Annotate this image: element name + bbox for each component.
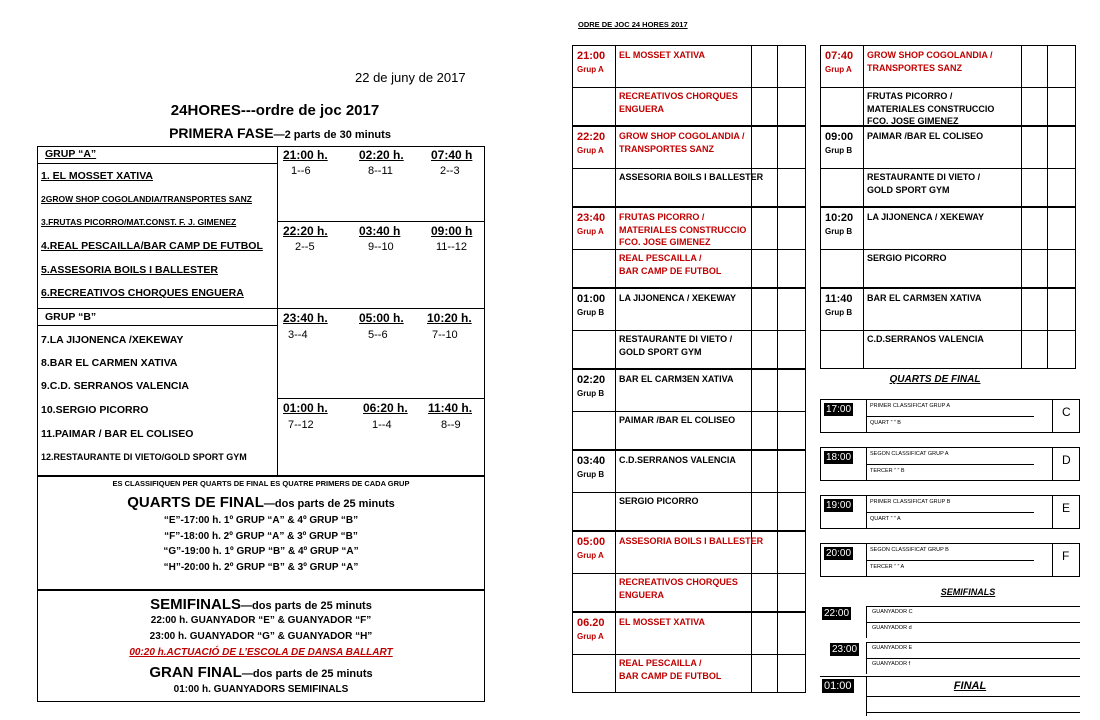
final-title: GRAN FINAL (149, 664, 242, 681)
slot-group: Grup B (825, 227, 853, 236)
slot-group: Grup B (577, 470, 605, 479)
slot-time-divider (615, 46, 616, 125)
slot-team-1-line: MATERIALES CONSTRUCCIO (619, 224, 747, 235)
match-b1-2: 5--6 (368, 329, 388, 341)
score-column-divider (777, 289, 778, 368)
semi-rule (866, 622, 1080, 623)
slot-time-divider (615, 613, 616, 692)
slot-team-2-line: ENGUERA (619, 589, 665, 600)
quarter-team-1: SEGON CLASSIFICAT GRUP A (870, 451, 949, 457)
slot-time-divider (615, 451, 616, 530)
quarter-rule (866, 464, 1034, 465)
group-b-label-rule (37, 325, 277, 326)
slot-team-1-line: TRANSPORTES SANZ (619, 143, 715, 154)
final-rule-bottom (866, 712, 1080, 713)
semi-divider (866, 642, 867, 674)
time-a2-2: 03:40 h (359, 224, 401, 238)
slot-team-1-line: LA JIJONENCA / XEKEWAY (867, 212, 985, 222)
slot-time-divider (863, 289, 864, 368)
slot-team-2-line: FRUTAS PICORRO / (867, 91, 953, 101)
score-column-divider (1021, 289, 1022, 368)
slot-team-2-line: GOLD SPORT GYM (619, 346, 702, 357)
slot-team-2-line: RECREATIVOS CHORQUES (619, 577, 738, 587)
quarter-team-2: QUART ” ” B (870, 420, 901, 426)
quarter-rule (866, 416, 1034, 417)
quarter-divider (1052, 543, 1053, 577)
quarter-line-e: “E”-17:00 h. 1º GRUP “A” & 4º GRUP “B” (163, 515, 359, 526)
slot-time-divider (615, 370, 616, 449)
slot-time-divider (863, 127, 864, 206)
slot-team-2-line: REAL PESCAILLA / (619, 253, 702, 263)
slot-team-1-line: BAR EL CARM3EN XATIVA (867, 293, 982, 303)
time-a2-1: 22:20 h. (283, 224, 328, 238)
semi-line-1: 22:00 h. GUANYADOR “E” & GUANYADOR “F” (150, 615, 372, 626)
quarter-letter: E (1062, 501, 1071, 515)
time-b2-1: 01:00 h. (283, 401, 328, 415)
match-slot (572, 369, 806, 450)
slot-time-divider (615, 289, 616, 368)
slot-time: 02:20 (577, 374, 606, 386)
time-a1-2: 02:20 h. (359, 148, 404, 162)
match-b1-3: 7--10 (432, 329, 458, 341)
slot-time: 07:40 (825, 50, 854, 62)
slot-team-1-line: GROW SHOP COGOLANDIA / (619, 131, 745, 141)
slot-time: 22:20 (577, 131, 606, 143)
slot-time: 05:00 (577, 536, 606, 548)
block-separator-a (277, 221, 485, 222)
slot-mid-rule (821, 87, 1075, 88)
slot-team-2-line: MATERIALES CONSTRUCCIO (867, 103, 995, 114)
semis-title: SEMIFINALS (150, 596, 242, 613)
quarters-title: QUARTS DE FINAL (127, 494, 264, 511)
slot-team-2-line: ASSESORIA BOILS I BALLESTER (619, 172, 764, 182)
block-separator-b (277, 398, 485, 399)
quarter-team-2: TERCER ” ” B (870, 468, 905, 474)
match-b1-1: 3--4 (288, 329, 308, 341)
quarter-line-f: “F”-18:00 h. 2º GRUP “A” & 3º GRUP “B” (164, 531, 358, 542)
semi-line-2: 23:00 h. GUANYADOR “G” & GUANYADOR “H” (149, 631, 373, 642)
quarter-team-2: TERCER ” ” A (870, 564, 905, 570)
slot-team-2-line: ENGUERA (619, 103, 665, 114)
score-column-divider (1021, 208, 1022, 287)
team-b-11: 11.PAIMAR / BAR EL COLISEO (41, 428, 194, 440)
slot-mid-rule (573, 87, 805, 88)
score-column-divider (751, 127, 752, 206)
score-column-divider (777, 451, 778, 530)
right-semis-title: SEMIFINALS (940, 587, 996, 597)
slot-mid-rule (821, 330, 1075, 331)
team-a-3: 3.FRUTAS PICORRO/MAT.CONST. F. J. GIMENEZ (41, 217, 237, 227)
slot-time: 10:20 (825, 212, 854, 224)
document-date: 22 de juny de 2017 (355, 70, 466, 85)
slot-time: 21:00 (577, 50, 606, 62)
team-b-12: 12.RESTAURANTE DI VIETO/GOLD SPORT GYM (41, 452, 247, 462)
quarter-team-1: PRIMER CLASSIFICAT GRUP A (870, 403, 951, 409)
quarter-time-badge: 17:00 (826, 404, 852, 415)
slot-team-1-line: ASSESORIA BOILS I BALLESTER (619, 536, 764, 546)
slot-mid-rule (573, 168, 805, 169)
slot-group: Grup B (825, 146, 853, 155)
slot-team-1-line: GROW SHOP COGOLANDIA / (867, 50, 993, 60)
semis-subtitle: —dos parts de 25 minuts (241, 600, 372, 612)
quarter-line-h: “H”-20:00 h. 2º GRUP “B” & 3º GRUP “A” (163, 562, 359, 573)
score-column-divider (751, 46, 752, 125)
match-slot (572, 126, 806, 207)
score-column-divider (1047, 127, 1048, 206)
slot-team-2-line: PAIMAR /BAR EL COLISEO (619, 415, 736, 425)
slot-mid-rule (573, 492, 805, 493)
slot-team-1-line: TRANSPORTES SANZ (867, 62, 963, 73)
slot-team-2-line: RESTAURANTE DI VIETO / (619, 334, 733, 344)
slot-team-1-line: PAIMAR /BAR EL COLISEO (867, 131, 984, 141)
slot-team-1-line: EL MOSSET XATIVA (619, 617, 706, 627)
final-rule-top (820, 676, 1080, 677)
match-b2-2: 1--4 (372, 419, 392, 431)
team-b-10: 10.SERGIO PICORRO (41, 404, 149, 416)
match-slot (572, 531, 806, 612)
match-a2-1: 2--5 (295, 241, 315, 253)
slot-mid-rule (821, 249, 1075, 250)
score-column-divider (1047, 289, 1048, 368)
quarter-divider (1052, 495, 1053, 529)
slot-time: 23:40 (577, 212, 606, 224)
quarter-time-badge: 18:00 (826, 452, 852, 463)
match-slot (572, 207, 806, 288)
semi-time-badge: 23:00 (832, 644, 858, 655)
slot-team-2-line: SERGIO PICORRO (867, 253, 947, 263)
slot-time: 06.20 (577, 617, 605, 629)
score-column-divider (751, 451, 752, 530)
time-b1-1: 23:40 h. (283, 311, 328, 325)
score-column-divider (1047, 46, 1048, 125)
slot-mid-rule (573, 330, 805, 331)
slot-team-2-line: RESTAURANTE DI VIETO / (867, 172, 981, 182)
slot-team-1-line: EL MOSSET XATIVA (619, 50, 706, 60)
score-column-divider (751, 370, 752, 449)
slot-team-2-line: BAR CAMP DE FUTBOL (619, 265, 722, 276)
slot-team-2-line: REAL PESCAILLA / (619, 658, 702, 668)
quarter-rule (866, 560, 1034, 561)
semi-team-1: GUANYADOR E (872, 645, 913, 651)
match-slot (572, 288, 806, 369)
semi-team-2: GUANYADOR f (872, 661, 911, 667)
phase-title (120, 125, 440, 141)
slot-time-divider (863, 208, 864, 287)
slot-time: 09:00 (825, 131, 854, 143)
quarter-time-badge: 20:00 (826, 548, 852, 559)
slot-team-2-line: C.D.SERRANOS VALENCIA (867, 334, 984, 344)
time-b1-3: 10:20 h. (427, 311, 472, 325)
slot-mid-rule (573, 573, 805, 574)
phase-name: PRIMERA FASE (169, 125, 274, 141)
slot-mid-rule (573, 654, 805, 655)
score-column-divider (777, 208, 778, 287)
score-column-divider (777, 532, 778, 611)
group-table-divider (277, 146, 278, 476)
quarter-team-2: QUART ” ” A (870, 516, 901, 522)
match-slot (820, 288, 1076, 369)
slot-group: Grup A (577, 65, 604, 74)
semi-time-badge: 22:00 (824, 608, 850, 619)
group-separator (37, 308, 485, 309)
team-a-1: 1. EL MOSSET XATIVA (41, 170, 154, 182)
document-title: 24HORES---ordre de joc 2017 (170, 102, 380, 119)
score-column-divider (751, 208, 752, 287)
time-a2-3: 09:00 h (431, 224, 473, 238)
slot-time: 11:40 (825, 293, 853, 305)
quarter-divider (1052, 447, 1053, 481)
match-slot (820, 207, 1076, 288)
score-column-divider (777, 370, 778, 449)
quarter-team-1: PRIMER CLASSIFICAT GRUP B (870, 499, 951, 505)
slot-group: Grup A (577, 227, 604, 236)
match-b2-3: 8--9 (441, 419, 461, 431)
group-a-label: GRUP “A” (45, 148, 97, 160)
slot-time-divider (863, 46, 864, 125)
final-subtitle: —dos parts de 25 minuts (241, 668, 373, 680)
score-column-divider (1021, 46, 1022, 125)
quarter-team-1: SEGON CLASSIFICAT GRUP B (870, 547, 949, 553)
quarter-time-badge: 19:00 (826, 500, 852, 511)
match-slot (572, 450, 806, 531)
group-a-label-rule (37, 163, 277, 164)
slot-time: 03:40 (577, 455, 606, 467)
quarter-letter: C (1062, 405, 1071, 419)
time-a1-3: 07:40 h (431, 148, 473, 162)
team-a-5: 5.ASSESORIA BOILS I BALLESTER (41, 264, 218, 276)
time-b2-2: 06:20 h. (363, 401, 408, 415)
slot-team-2-line: FCO. JOSE GIMENEZ (867, 116, 959, 126)
match-a2-2: 9--10 (368, 241, 394, 253)
quarters-subtitle: —dos parts de 25 minuts (263, 498, 395, 510)
score-column-divider (777, 613, 778, 692)
match-slot (572, 612, 806, 693)
slot-team-1-line: C.D.SERRANOS VALENCIA (619, 455, 736, 465)
slot-team-2-line: RECREATIVOS CHORQUES (619, 91, 738, 101)
slot-group: Grup B (577, 308, 605, 317)
semi-rule (866, 642, 1080, 643)
match-slot (820, 45, 1076, 126)
quarter-rule (866, 512, 1034, 513)
match-slot (820, 126, 1076, 207)
dance-performance-line: 00:20 h.ACTUACIÓ DE L’ESCOLA DE DANSA BALLART (129, 647, 393, 658)
score-column-divider (1047, 208, 1048, 287)
slot-team-2-line: GOLD SPORT GYM (867, 184, 950, 195)
semi-team-2: GUANYADOR d (872, 625, 912, 631)
match-b2-1: 7--12 (288, 419, 314, 431)
semi-rule (866, 606, 1080, 607)
slot-mid-rule (821, 168, 1075, 169)
slot-team-1-line: FRUTAS PICORRO / (619, 212, 705, 222)
phase-subtitle: —2 parts de 30 minuts (273, 129, 391, 141)
right-final-title: FINAL (953, 680, 987, 692)
slot-team-1-line: FCO. JOSE GIMENEZ (619, 237, 711, 247)
team-a-4: 4.REAL PESCAILLA/BAR CAMP DE FUTBOL (41, 240, 263, 252)
classification-note: ES CLASSIFIQUEN PER QUARTS DE FINAL ES QUATRE PRIMERS DE CADA GRUP (112, 479, 410, 488)
slot-team-1-line: BAR EL CARM3EN XATIVA (619, 374, 734, 384)
slot-time: 01:00 (577, 293, 606, 305)
slot-group: Grup A (577, 146, 604, 155)
team-b-7: 7.LA JIJONENCA /XEKEWAY (41, 334, 184, 346)
group-b-label: GRUP “B” (45, 311, 97, 323)
team-b-8: 8.BAR EL CARMEN XATIVA (41, 357, 178, 369)
score-column-divider (1021, 127, 1022, 206)
schedule-title: ODRE DE JOC 24 HORES 2017 (578, 20, 688, 29)
slot-time-divider (615, 208, 616, 287)
final-time-badge: 01:00 (824, 680, 852, 692)
time-a1-1: 21:00 h. (283, 148, 328, 162)
final-line: 01:00 h. GUANYADORS SEMIFINALS (173, 684, 349, 695)
time-b1-2: 05:00 h. (359, 311, 404, 325)
score-column-divider (751, 613, 752, 692)
score-column-divider (777, 127, 778, 206)
match-a1-1: 1--6 (291, 165, 311, 177)
final-heading (37, 664, 485, 681)
team-b-9: 9.C.D. SERRANOS VALENCIA (41, 380, 189, 392)
score-column-divider (777, 46, 778, 125)
match-a2-3: 11--12 (436, 241, 467, 253)
quarter-line-g: “G”-19:00 h. 1º GRUP “B” & 4º GRUP “A” (163, 546, 359, 557)
semi-rule (866, 658, 1080, 659)
slot-mid-rule (573, 249, 805, 250)
slot-group: Grup A (577, 632, 604, 641)
slot-team-2-line: BAR CAMP DE FUTBOL (619, 670, 722, 681)
match-a1-2: 8--11 (368, 165, 393, 177)
semi-divider (866, 606, 867, 638)
slot-time-divider (615, 127, 616, 206)
score-column-divider (751, 289, 752, 368)
quarter-letter: D (1062, 453, 1071, 467)
slot-group: Grup A (577, 551, 604, 560)
quarters-heading (37, 494, 485, 511)
slot-group: Grup B (825, 308, 853, 317)
slot-time-divider (615, 532, 616, 611)
semis-heading (37, 596, 485, 613)
semi-team-1: GUANYADOR C (872, 609, 913, 615)
time-b2-3: 11:40 h. (428, 401, 473, 415)
match-a1-3: 2--3 (440, 165, 460, 177)
right-quarters-title: QUARTS DE FINAL (889, 374, 981, 385)
slot-group: Grup B (577, 389, 605, 398)
quarter-divider (1052, 399, 1053, 433)
match-slot (572, 45, 806, 126)
quarter-letter: F (1062, 549, 1070, 563)
slot-mid-rule (573, 411, 805, 412)
final-rule-mid (866, 696, 1080, 697)
team-a-2: 2GROW SHOP COGOLANDIA/TRANSPORTES SANZ (41, 194, 252, 204)
slot-team-1-line: LA JIJONENCA / XEKEWAY (619, 293, 737, 303)
slot-group: Grup A (825, 65, 852, 74)
team-a-6: 6.RECREATIVOS CHORQUES ENGUERA (41, 287, 244, 299)
slot-team-2-line: SERGIO PICORRO (619, 496, 699, 506)
